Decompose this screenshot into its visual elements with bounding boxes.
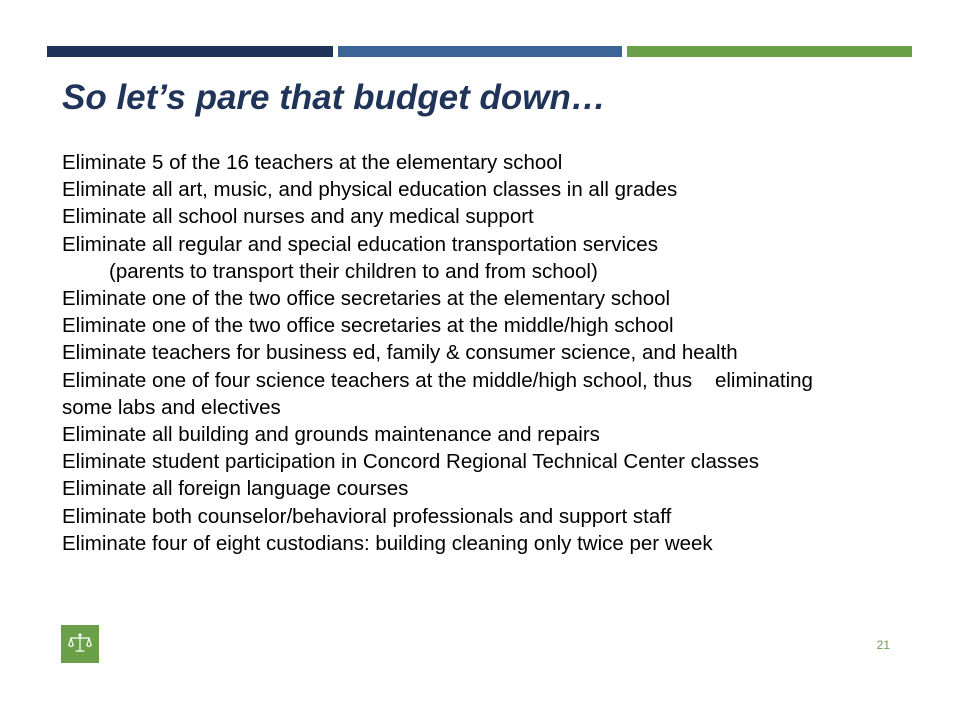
balance-scale-icon (61, 625, 99, 663)
list-item: Eliminate all building and grounds maintenance and repairs (62, 423, 600, 447)
list-item-continuation: some labs and electives (62, 395, 281, 419)
logo (61, 625, 99, 663)
list-item: Eliminate teachers for business ed, family & consumer science, and health (62, 341, 738, 365)
list-item: Eliminate student participation in Concord Regional Technical Center classes (62, 450, 759, 474)
slide-title: So let’s pare that budget down… (62, 78, 606, 117)
list-item: Eliminate all regular and special education transportation services (62, 232, 658, 256)
list-item: Eliminate all foreign language courses (62, 477, 409, 501)
list-item: Eliminate four of eight custodians: building cleaning only twice per week (62, 531, 713, 555)
list-item: Eliminate 5 of the 16 teachers at the elementary school (62, 151, 563, 174)
list-item-subtext: (parents to transport their children to and from school) (109, 259, 598, 283)
budget-cut-list (62, 149, 912, 557)
list-item: Eliminate one of the two office secretaries at the elementary school (62, 287, 671, 311)
header-bar-green (627, 46, 912, 57)
slide-number: 21 (876, 638, 890, 652)
header-bar-blue (338, 46, 622, 57)
list-item: Eliminate one of four science teachers at the middle/high school, thus eliminating (62, 368, 813, 392)
list-item: Eliminate both counselor/behavioral professionals and support staff (62, 504, 672, 528)
header-bar-navy (47, 46, 333, 57)
list-item: Eliminate one of the two office secretaries at the middle/high school (62, 314, 674, 338)
list-item: Eliminate all school nurses and any medical support (62, 205, 534, 229)
list-item: Eliminate all art, music, and physical education classes in all grades (62, 178, 678, 202)
